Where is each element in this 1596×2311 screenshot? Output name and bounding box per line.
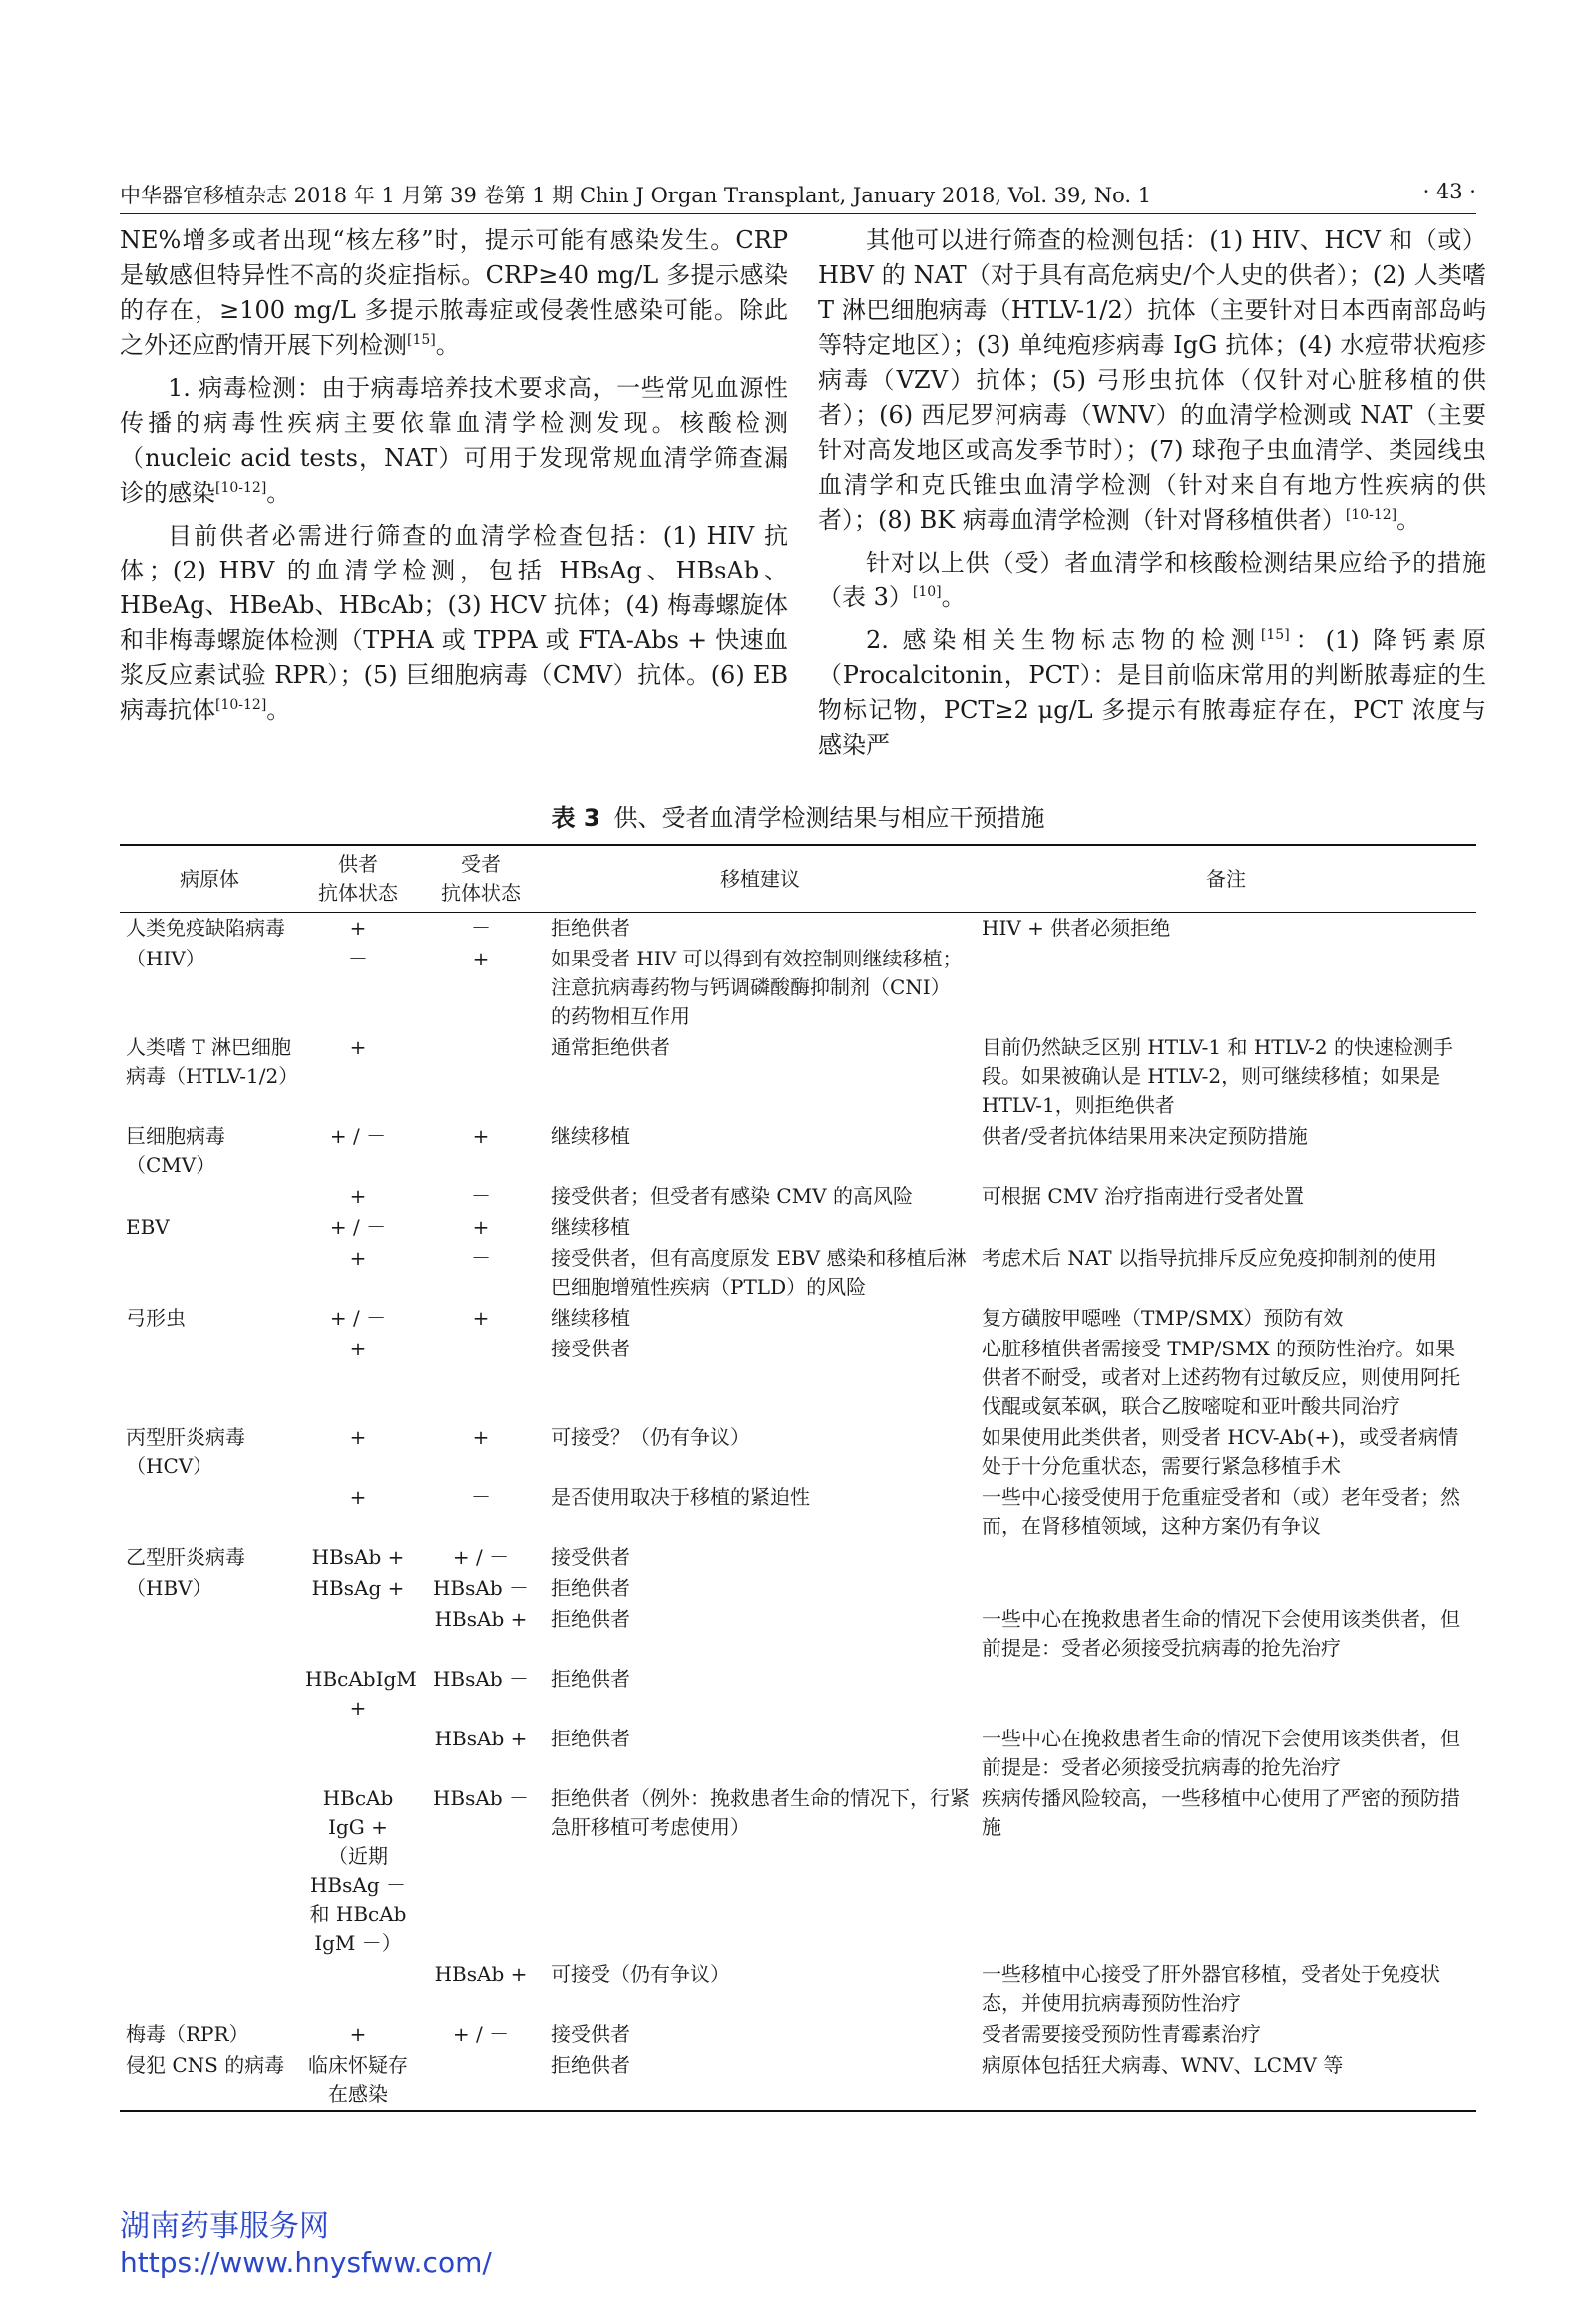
- paragraph: 2. 感染相关生物标志物的检测[15]：(1) 降钙素原（Procalcitonin，PCT）：是目前临床常用的判断脓毒症的生物标记物，PCT≥2 μg/L 多提示有脓毒症存在，PCT 浓度与感染严: [818, 626, 1487, 759]
- cell-notes: [976, 1664, 1476, 1724]
- cell-donor-status: +: [349, 1337, 367, 1360]
- header-rule: [120, 213, 1476, 214]
- table-row: [120, 1121, 1476, 1181]
- cell-notes: 复方磺胺甲噁唑（TMP/SMX）预防有效: [982, 1306, 1344, 1330]
- table-row: [120, 1334, 1476, 1422]
- cell-pathogen: [120, 1604, 299, 1664]
- table-row: [120, 1604, 1476, 1664]
- cell-donor-status: HBsAb +: [311, 1545, 405, 1569]
- cell-pathogen: 丙型肝炎病毒（HCV）: [126, 1425, 245, 1478]
- cell-donor-status: +: [349, 2022, 367, 2046]
- cell-recommendation: 拒绝供者（例外：挽救患者生命的情况下，行紧急肝移植可考虑使用）: [551, 1786, 970, 1839]
- cell-recipient-status: [417, 1032, 545, 1121]
- col-header-notes: 备注: [976, 845, 1476, 913]
- cell-recommendation: 是否使用取决于移植的紧迫性: [551, 1485, 810, 1509]
- citation-ref[interactable]: [15]: [1260, 627, 1290, 643]
- cell-recipient-status: + / －: [452, 1545, 510, 1569]
- cell-pathogen: （HIV）: [126, 947, 205, 970]
- cell-pathogen: [120, 1783, 299, 1959]
- table-row: [120, 1542, 1476, 1573]
- cell-donor-status: HBcAbIgM +: [305, 1667, 417, 1720]
- cell-donor-status: HBcAb IgG + （近期 HBsAg － 和 HBcAb IgM －）: [309, 1786, 407, 1955]
- cell-pathogen: 巨细胞病毒（CMV）: [126, 1124, 225, 1177]
- cell-recommendation: 继续移植: [551, 1215, 630, 1239]
- cell-donor-status: [299, 1959, 417, 2019]
- cell-notes: 病原体包括狂犬病毒、WNV、LCMV 等: [976, 2050, 1476, 2111]
- paragraph: 针对以上供（受）者血清学和核酸检测结果应给予的措施（表 3）[10]。: [818, 549, 1486, 611]
- cell-donor-status: + / －: [329, 1306, 387, 1330]
- col-header-pathogen: 病原体: [120, 845, 299, 913]
- cell-pathogen: [120, 1482, 299, 1542]
- cell-recommendation: 如果受者 HIV 可以得到有效控制则继续移植；注意抗病毒药物与钙调磷酸酶抑制剂（CNI）的药物相互作用: [551, 947, 963, 1028]
- table-header-row: [120, 845, 1476, 913]
- cell-recommendation: 继续移植: [551, 1306, 630, 1330]
- cell-recommendation: 通常拒绝供者: [551, 1035, 670, 1059]
- cell-notes: [976, 944, 1476, 1032]
- cell-recipient-status: －: [471, 1246, 491, 1270]
- cell-donor-status: [299, 1604, 417, 1664]
- table-row: [120, 2019, 1476, 2050]
- cell-notes: 疾病传播风险较高，一些移植中心使用了严密的预防措施: [982, 1786, 1460, 1839]
- col-header-donor-status: 供者 抗体状态: [299, 845, 417, 913]
- cell-donor-status: +: [349, 916, 367, 940]
- citation-ref[interactable]: [10]: [912, 584, 942, 600]
- running-header: [120, 180, 1476, 213]
- citation-ref[interactable]: [10-12]: [215, 480, 267, 496]
- cell-notes: 考虑术后 NAT 以指导抗排斥反应免疫抑制剂的使用: [982, 1246, 1437, 1270]
- cell-pathogen: [120, 1243, 299, 1303]
- cell-recommendation: 接受供者: [551, 1337, 630, 1360]
- cell-pathogen: EBV: [126, 1215, 170, 1239]
- right-column: [818, 223, 1486, 771]
- cell-recommendation: 接受供者: [551, 1545, 630, 1569]
- cell-recommendation: 接受供者: [551, 2022, 630, 2046]
- cell-pathogen: [120, 1334, 299, 1422]
- cell-pathogen: [120, 1959, 299, 2019]
- cell-recipient-status: +: [472, 1306, 490, 1330]
- cell-donor-status: HBsAg +: [311, 1576, 405, 1600]
- table-row: [120, 1724, 1476, 1783]
- cell-recommendation: 拒绝供者: [551, 1667, 630, 1691]
- paragraph: 1. 病毒检测：由于病毒培养技术要求高，一些常见血源性传播的病毒性疾病主要依靠血清学检测发现。核酸检测（nucleic acid tests，NAT）可用于发现常规血清学筛查漏诊的感染[10-12]。: [120, 374, 788, 507]
- cell-recommendation: 继续移植: [551, 1124, 630, 1148]
- cell-recipient-status: +: [472, 1215, 490, 1239]
- cell-pathogen: 弓形虫: [126, 1306, 186, 1330]
- table-caption: [120, 798, 1476, 833]
- journal-citation: 中华器官移植杂志 2018 年 1 月第 39 卷第 1 期 Chin J Organ Transplant, January 2018, Vol. 39, No. 1: [120, 184, 1152, 207]
- cell-recipient-status: HBsAb +: [434, 1607, 528, 1631]
- watermark: [120, 2208, 492, 2280]
- cell-donor-status: 临床怀疑存在感染: [299, 2050, 417, 2111]
- col-header-recipient-status: 受者 抗体状态: [417, 845, 545, 913]
- cell-recipient-status: +: [472, 1124, 490, 1148]
- cell-recommendation: 可接受（仍有争议）: [551, 1962, 730, 1986]
- cell-notes: 一些中心接受使用于危重症受者和（或）老年受者；然而，在肾移植领域，这种方案仍有争议: [982, 1485, 1460, 1538]
- citation-ref[interactable]: [15]: [407, 332, 436, 348]
- cell-pathogen: 人类嗜 T 淋巴细胞病毒（HTLV-1/2）: [126, 1035, 299, 1088]
- cell-donor-status: －: [348, 947, 368, 970]
- cell-notes: [976, 1542, 1476, 1573]
- cell-recommendation: 拒绝供者: [551, 916, 630, 940]
- cell-recipient-status: HBsAb －: [432, 1786, 529, 1810]
- cell-notes: 受者需要接受预防性青霉素治疗: [982, 2022, 1261, 2046]
- table-row: [120, 1482, 1476, 1542]
- cell-recipient-status: －: [471, 1184, 491, 1208]
- watermark-url[interactable]: https://www.hnysfww.com/: [120, 2246, 492, 2279]
- table-row: [120, 1181, 1476, 1212]
- table-row: [120, 1243, 1476, 1303]
- cell-notes: 目前仍然缺乏区别 HTLV-1 和 HTLV-2 的快速检测手段。如果被确认是 HTLV-2，则可继续移植；如果是 HTLV-1，则拒绝供者: [982, 1035, 1453, 1117]
- cell-recipient-status: +: [472, 947, 490, 970]
- cell-donor-status: + / －: [329, 1124, 387, 1148]
- cell-recommendation: 接受供者；但受者有感染 CMV 的高风险: [551, 1184, 913, 1208]
- table-label: 表 3: [551, 804, 600, 832]
- table-row: [120, 1783, 1476, 1959]
- cell-recipient-status: +: [472, 1425, 490, 1449]
- cell-donor-status: +: [349, 1485, 367, 1509]
- cell-recommendation: 拒绝供者: [545, 2050, 976, 2111]
- cell-notes: 一些中心在挽救患者生命的情况下会使用该类供者，但前提是：受者必须接受抗病毒的抢先治疗: [982, 1727, 1460, 1779]
- cell-recommendation: 拒绝供者: [551, 1727, 630, 1750]
- cell-donor-status: +: [349, 1184, 367, 1208]
- cell-pathogen: 梅毒（RPR）: [126, 2022, 249, 2046]
- cell-recipient-status: HBsAb －: [432, 1576, 529, 1600]
- serology-table: [120, 844, 1476, 2112]
- left-column: [120, 223, 788, 736]
- cell-pathogen: 乙型肝炎病毒: [126, 1545, 245, 1569]
- paragraph: NE%增多或者出现“核左移”时，提示可能有感染发生。CRP 是敏感但特异性不高的炎症指标。CRP≥40 mg/L 多提示感染的存在，≥100 mg/L 多提示脓毒症或侵袭性感染可能。除此之外还应酌情开展下列检测[15]。: [120, 226, 788, 359]
- cell-pathogen: [120, 1664, 299, 1724]
- col-header-recommendation: 移植建议: [545, 845, 976, 913]
- paragraph: 目前供者必需进行筛查的血清学检查包括：(1) HIV 抗体；(2) HBV 的血清学检测，包括 HBsAg、HBsAb、HBeAg、HBeAb、HBcAb；(3) HCV 抗体；(4) 梅毒螺旋体和非梅毒螺旋体检测（TPHA 或 TPPA 或 FTA-Abs + 快速血浆反应素试验 RPR）；(5) 巨细胞病毒（CMV）抗体。(6) EB 病毒抗体[10-12]。: [120, 522, 788, 724]
- table-row: [120, 2050, 1476, 2111]
- cell-donor-status: +: [349, 1425, 367, 1449]
- cell-pathogen: 侵犯 CNS 的病毒: [120, 2050, 299, 2111]
- table-body: [120, 913, 1476, 2112]
- cell-notes: 可根据 CMV 治疗指南进行受者处置: [982, 1184, 1304, 1208]
- cell-pathogen: （HBV）: [126, 1576, 212, 1600]
- cell-notes: 供者/受者抗体结果用来决定预防措施: [982, 1124, 1308, 1148]
- cell-donor-status: + / －: [329, 1215, 387, 1239]
- cell-recipient-status: HBsAb +: [434, 1962, 528, 1986]
- cell-notes: 一些中心在挽救患者生命的情况下会使用该类供者，但前提是：受者必须接受抗病毒的抢先治疗: [982, 1607, 1460, 1660]
- cell-recipient-status: + / －: [452, 2022, 510, 2046]
- cell-notes: HIV + 供者必须拒绝: [982, 916, 1171, 940]
- watermark-name: 湖南药事服务网: [120, 2209, 329, 2244]
- cell-notes: 如果使用此类供者，则受者 HCV-Ab(+)，或受者病情处于十分危重状态，需要行紧急移植手术: [982, 1425, 1459, 1478]
- cell-recipient-status: HBsAb －: [432, 1667, 529, 1691]
- cell-donor-status: +: [349, 1035, 367, 1059]
- cell-recommendation: 可接受？（仍有争议）: [551, 1425, 750, 1449]
- citation-ref[interactable]: [10-12]: [215, 697, 267, 713]
- cell-donor-status: +: [349, 1246, 367, 1270]
- cell-recommendation: 接受供者，但有高度原发 EBV 感染和移植后淋巴细胞增殖性疾病（PTLD）的风险: [551, 1246, 967, 1299]
- table-row: [120, 1422, 1476, 1482]
- cell-recipient-status: －: [471, 1485, 491, 1509]
- cell-recipient-status: [417, 2050, 545, 2111]
- cell-pathogen: 人类免疫缺陷病毒: [126, 916, 285, 940]
- paragraph: 其他可以进行筛查的检测包括：(1) HIV、HCV 和（或）HBV 的 NAT（对于具有高危病史/个人史的供者）；(2) 人类嗜 T 淋巴细胞病毒（HTLV-1/2）抗体（主要针对日本西南部岛屿等特定地区）；(3) 单纯疱疹病毒 IgG 抗体；(4) 水痘带状疱疹病毒（VZV）抗体；(5) 弓形虫抗体（仅针对心脏移植的供者）；(6) 西尼罗河病毒（WNV）的血清学检测或 NAT（主要针对高发地区或高发季节时）；(7) 球孢子虫血清学、类园线虫血清学和克氏锥虫血清学检测（针对来自有地方性疾病的供者）；(8) BK 病毒血清学检测（针对肾移植供者）[10-12]。: [818, 226, 1486, 534]
- table-row: [120, 1664, 1476, 1724]
- cell-recommendation: 拒绝供者: [551, 1607, 630, 1631]
- table-title: 供、受者血清学检测结果与相应干预措施: [613, 804, 1045, 832]
- cell-notes: [976, 1573, 1476, 1604]
- cell-donor-status: [299, 1724, 417, 1783]
- table-container: [120, 844, 1476, 2112]
- table-row: [120, 1303, 1476, 1334]
- cell-recipient-status: －: [471, 1337, 491, 1360]
- cell-recommendation: 拒绝供者: [551, 1576, 630, 1600]
- table-row: [120, 1959, 1476, 2019]
- cell-notes: 心脏移植供者需接受 TMP/SMX 的预防性治疗。如果供者不耐受，或者对上述药物有过敏反应，则使用阿托伐醌或氨苯砜，联合乙胺嘧啶和亚叶酸共同治疗: [982, 1337, 1460, 1418]
- cell-recipient-status: HBsAb +: [434, 1727, 528, 1750]
- cell-notes: [976, 1212, 1476, 1243]
- table-row: [120, 1032, 1476, 1121]
- cell-recipient-status: －: [471, 916, 491, 940]
- table-row: [120, 944, 1476, 1032]
- cell-pathogen: [120, 1181, 299, 1212]
- cell-notes: 一些移植中心接受了肝外器官移植，受者处于免疫状态，并使用抗病毒预防性治疗: [982, 1962, 1440, 2015]
- page-number: · 43 ·: [1422, 180, 1476, 203]
- table-row: [120, 1573, 1476, 1604]
- table-row: [120, 1212, 1476, 1243]
- citation-ref[interactable]: [10-12]: [1345, 507, 1397, 523]
- table-row: [120, 913, 1476, 945]
- cell-pathogen: [120, 1724, 299, 1783]
